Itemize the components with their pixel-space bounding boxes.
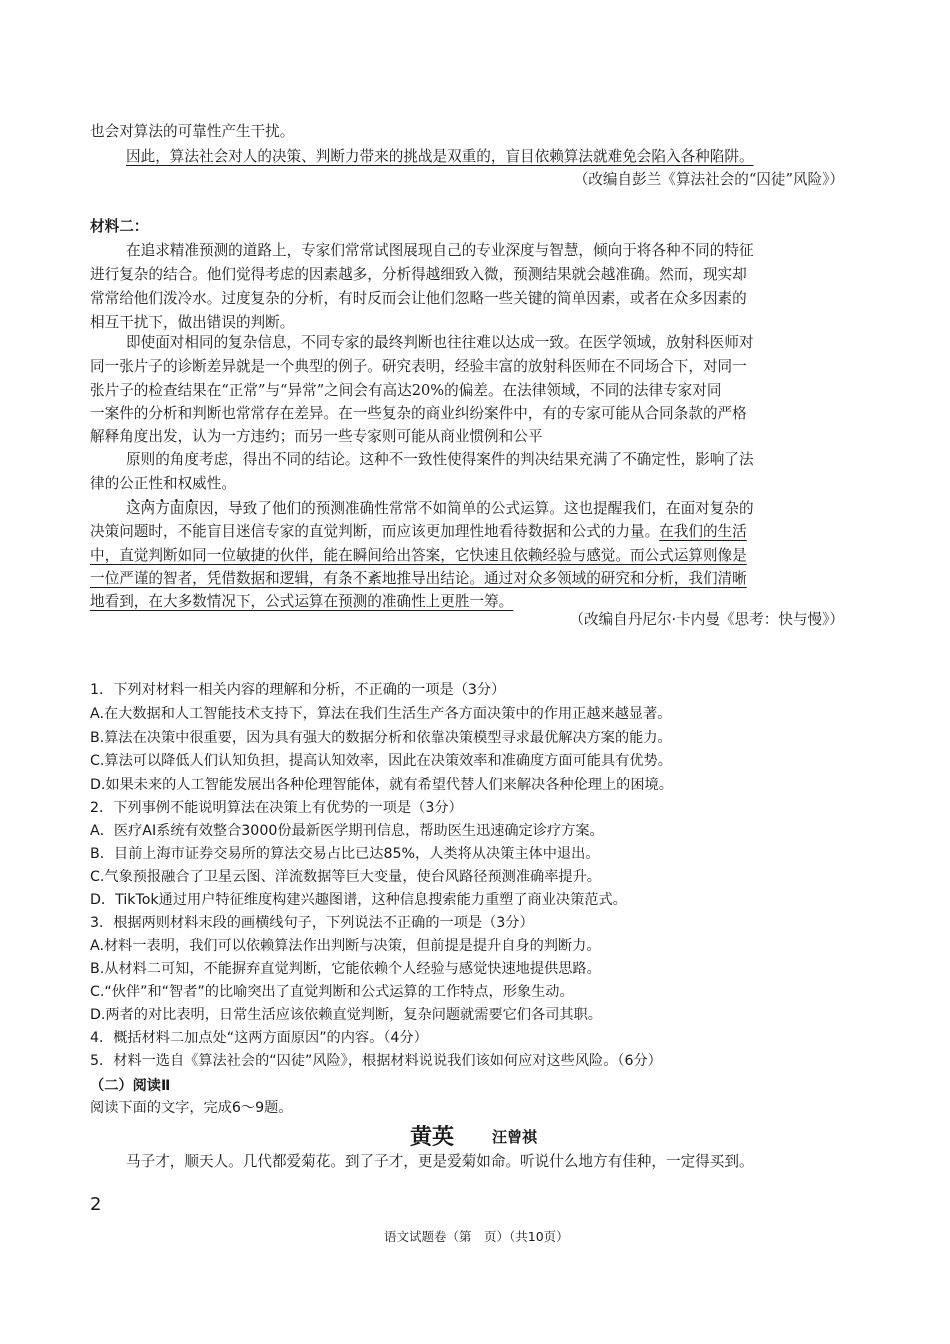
m2-p4-plain: 决策问题时，不能盲目迷信专家的直觉判断，而应该更加理性地看待数据和公式的力量。	[90, 523, 660, 540]
story-title: 黄英	[410, 1125, 455, 1150]
q2-option-d: D．TikTok通过用户特征维度构建兴趣图谱，这种信息搜索能力重塑了商业决策范式。	[90, 892, 627, 908]
m2-line: 原则的角度考虑，得出不同的结论。这种不一致性使得案件的判决结果充满了不确定性，影响了法	[126, 451, 754, 468]
m2-p4-rest: ，导致了他们的预测准确性常常不如简单的公式运算。这也提醒我们，在面对复杂的	[213, 500, 754, 517]
m2-line: 进行复杂的结合。他们觉得考虑的因素越多，分析得越细致入微，预测结果就会越准确。然而，现实却	[90, 266, 747, 283]
q1-option-b: B.算法在决策中很重要，因为具有强大的数据分析和依靠决策模型寻求最优解决方案的能力。	[90, 730, 672, 746]
reading-instruction: 阅读下面的文字，完成6～9题。	[90, 1100, 293, 1116]
m2-line: 相互干扰下，做出错误的判断。	[90, 314, 295, 331]
q1-option-c: C.算法可以降低人们认知负担，提高认知效率，因此在决策效率和准确度方面可能具有优势。	[90, 753, 672, 769]
q1-option-a: A.在大数据和人工智能技术支持下，算法在我们生活生产各方面决策中的作用正越来越显著。	[90, 706, 672, 722]
q2-option-b: B．目前上海市证券交易所的算法交易占比已达85%，人类将从决策主体中退出。	[90, 846, 600, 862]
question-1: 1．下列对材料一相关内容的理解和分析，不正确的一项是（3分）	[90, 682, 506, 698]
q3-option-c: C.“伙伴”和“智者”的比喻突出了直觉判断和公式运算的工作特点，形象生动。	[90, 984, 574, 1000]
material2-heading: 材料二：	[90, 218, 149, 235]
question-4: 4．概括材料二加点处“这两方面原因”的内容。（4分）	[90, 1030, 428, 1046]
question-5: 5．材料一选自《算法社会的“囚徒”风险》，根据材料说说我们该如何应对这些风险。（6分）	[90, 1053, 662, 1069]
m2-line: 常常给他们泼冷水。过度复杂的分析，有时反而会让他们忽略一些关键的简单因素，或者在众多因素的	[90, 290, 747, 307]
page-footer: 语文试题卷（第 页）（共10页）	[384, 1229, 569, 1244]
m2-p4-line1	[126, 498, 754, 520]
continuation-text: 也会对算法的可靠性产生干扰。	[90, 123, 295, 140]
page-number: 2	[90, 1194, 102, 1215]
material1-conclusion: 因此，算法社会对人的决策、判断力带来的挑战是双重的，盲目依赖算法就难免会陷入各种陷阱。	[126, 148, 754, 165]
m2-line: 解释角度出发，认为一方违约；而另一些专家则可能从商业惯例和公平	[90, 428, 543, 445]
m2-underlined-line: 一位严谨的智者，凭借数据和逻辑，有条不紊地推导出结论。通过对众多领域的研究和分析，我们清晰	[90, 570, 747, 587]
q3-option-b: B.从材料二可知，不能摒弃直觉判断，它能依赖个人经验与感觉快速地提供思路。	[90, 961, 601, 977]
m2-p4-underlined: 在我们的生活	[659, 523, 747, 540]
m2-line: 即使面对相同的复杂信息，不同专家的最终判断也往往难以达成一致。在医学领域，放射科医师对	[126, 334, 754, 351]
m2-underlined-line: 地看到，在大多数情况下，公式运算在预测的准确性上更胜一筹。	[90, 593, 514, 610]
q3-option-d: D.两者的对比表明，日常生活应该依赖直觉判断，复杂问题就需要它们各司其职。	[90, 1007, 602, 1023]
question-3: 3．根据两则材料末段的画横线句子，下列说法不正确的一项是（3分）	[90, 915, 534, 931]
m2-p4-line2	[90, 521, 747, 543]
m2-line: 在追求精准预测的道路上，专家们常常试图展现自己的专业深度与智慧，倾向于将各种不同的特征	[126, 242, 754, 259]
m2-line: 同一张片子的诊断差异就是一个典型的例子。研究表明，经验丰富的放射科医师在不同场合下，对同一	[90, 358, 747, 375]
m2-line: 一案件的分析和判断也常常存在差异。在一些复杂的商业纠纷案件中，有的专家可能从合同条款的严格	[90, 405, 747, 422]
section-heading: （二）阅读Ⅱ	[90, 1078, 171, 1094]
dotted-phrase: • • • 这两方面原因	[126, 500, 214, 517]
q2-option-a: A．医疗AI系统有效整合3000份最新医学期刊信息，帮助医生迅速确定诊疗方案。	[90, 823, 604, 839]
m2-line: 律的公正性和权威性。	[90, 475, 236, 492]
q2-option-c: C.气象预报融合了卫星云图、洋流数据等巨大变量，使台风路径预测准确率提升。	[90, 869, 601, 885]
material2-source: （改编自丹尼尔·卡内曼《思考：快与慢》）	[569, 611, 844, 628]
material1-source: （改编自彭兰《算法社会的“囚徒”风险》）	[573, 171, 844, 188]
m2-line: 张片子的检查结果在“正常”与“异常”之间会有高达20%的偏差。在法律领域，不同的法律专家对同	[90, 382, 722, 399]
q1-option-d: D.如果未来的人工智能发展出各种伦理智能体，就有希望代替人们来解决各种伦理上的困境。	[90, 777, 673, 793]
question-2: 2．下列事例不能说明算法在决策上有优势的一项是（3分）	[90, 800, 463, 816]
story-first-line: 马子才，顺天人。几代都爱菊花。到了子才，更是爱菊如命。听说什么地方有佳种，一定得买到。	[126, 1153, 754, 1170]
m2-underlined-line: 中，直觉判断如同一位敏捷的伙伴，能在瞬间给出答案，它快速且依赖经验与感觉。而公式运算则像是	[90, 547, 747, 564]
q3-option-a: A.材料一表明，我们可以依赖算法作出判断与决策，但前提是提升自身的判断力。	[90, 938, 601, 954]
story-author: 汪曾祺	[492, 1128, 538, 1146]
